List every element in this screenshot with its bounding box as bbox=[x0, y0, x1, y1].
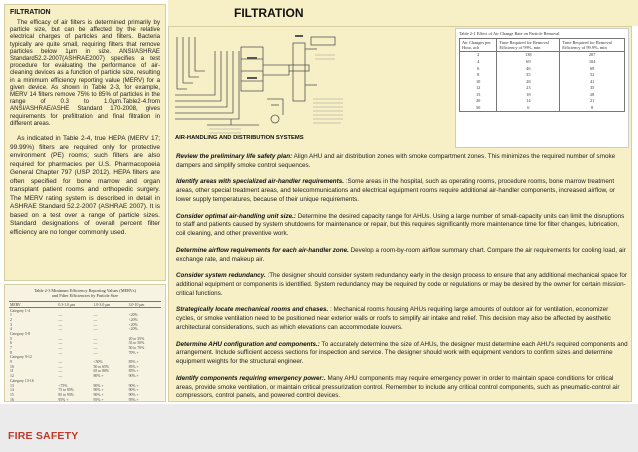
merv-table-cell: 5 bbox=[10, 336, 12, 341]
air-change-table-cell: 8 bbox=[560, 105, 625, 112]
design-step bbox=[176, 247, 628, 265]
air-change-table-row bbox=[460, 105, 625, 112]
air-change-table-cell: 35 bbox=[560, 85, 625, 92]
diagram-caption: AIR-HANDLING AND DISTRIBUTION SYSTEMS bbox=[175, 135, 304, 141]
merv-table-cell: — bbox=[58, 327, 63, 332]
footer-label: FIRE SAFETY bbox=[8, 430, 79, 442]
design-step-title: Strategically locate mechanical rooms and chases. bbox=[176, 306, 329, 314]
merv-table-cell: 10 bbox=[10, 364, 14, 369]
air-change-table-header-cell: Air Changes per Hour, ach bbox=[460, 39, 497, 52]
air-change-table-caption: Table 2-1 Effect of Air Change Rate on Particle Removal bbox=[459, 31, 560, 36]
merv-table-cell: 9 bbox=[10, 360, 12, 365]
air-change-table-cell: 6 bbox=[460, 65, 497, 72]
air-change-table-cell: 104 bbox=[560, 59, 625, 66]
design-step bbox=[176, 341, 628, 367]
air-change-table-figure bbox=[455, 28, 629, 148]
merv-table-cell: — bbox=[58, 350, 63, 355]
air-change-table-row bbox=[460, 98, 625, 105]
merv-table-cell: 90% + bbox=[93, 392, 104, 397]
design-steps-list bbox=[176, 153, 628, 401]
air-change-table-cell: 28 bbox=[560, 91, 625, 98]
air-change-table-cell: 41 bbox=[560, 78, 625, 85]
merv-table-cell: — bbox=[93, 336, 98, 341]
air-change-table-cell: 69 bbox=[497, 59, 560, 66]
merv-table-cell: Category 13-16 bbox=[10, 378, 34, 383]
merv-table-header-cell: MERV bbox=[9, 302, 57, 308]
merv-table-cell: — bbox=[58, 369, 63, 374]
merv-table-cell: <50% bbox=[93, 360, 103, 365]
merv-table-cell: 85 to 95% bbox=[58, 392, 74, 397]
filtration-heading: FILTRATION bbox=[10, 9, 51, 16]
air-handling-system-diagram bbox=[171, 29, 349, 137]
air-change-table-cell: 6 bbox=[497, 105, 560, 112]
merv-table-cell: — bbox=[58, 346, 63, 351]
merv-table-cell: 95% + bbox=[58, 397, 69, 402]
merv-table-cell: Category 5-8 bbox=[10, 331, 30, 336]
merv-table-cell: 8 bbox=[10, 350, 12, 355]
design-step-title: Identify components requiring emergency power:. bbox=[176, 374, 326, 382]
merv-table-cell: 85% + bbox=[128, 364, 139, 369]
air-change-table-cell: 4 bbox=[460, 59, 497, 66]
design-step bbox=[176, 153, 628, 171]
merv-table-cell: — bbox=[93, 317, 98, 322]
merv-table-cell: — bbox=[58, 374, 63, 379]
merv-table-cell: 13 bbox=[10, 383, 14, 388]
merv-table-cell: 90% + bbox=[93, 383, 104, 388]
air-change-table-cell: 14 bbox=[497, 98, 560, 105]
merv-table-header-cell: 3.0-10 μm bbox=[128, 302, 161, 308]
design-step-body: Determine the desired capacity range for AHUs. Using a large number of small-capacity units can limit the disruptions to staff and patients caused by system shutdowns for maintenance or repair, but this requires significantly more maintenance time for filter changes, lubrication, coil cleaning, and other preventive work. bbox=[176, 212, 625, 238]
design-step-title: Consider system redundancy. bbox=[176, 272, 266, 280]
filtration-paragraph-1: The efficacy of air filters is determined primarily by particle size, but can be affected by the relative electrical charges of particles and filters. Bacteria typically are quite small, requiring filters that remove particles below 1μm in size. ANSI/ASHRAE Standard52.2-2007(ASHRAE2007) specifies a test procedure for evaluating the performance of air-cleaning devices as a function of particle size, resulting in a minimum efficiency reporting value (MERV) for a given device. As shown in Table 2-3, for example, MERV 14 filters remove 75% to 85% of particles in the range of 0.3 to 1.0μm.Table2-4.from ANSI/ASHRAE/ASHE Standard 170-2008, gives requirements for prefiltration and final filtration in different areas. bbox=[10, 19, 160, 127]
merv-table-cell: — bbox=[58, 336, 63, 341]
merv-table-cell: — bbox=[93, 322, 98, 327]
design-step-body: To accurately determine the size of AHUs, the designer must determine each AHU's required components and arrangement. Include sufficient access sections for inspection and service. The designer should work with equipment vendors to confirm sizes and determine equipment weights for the structural engineer. bbox=[176, 340, 628, 366]
merv-table-cell: 4 bbox=[10, 327, 12, 332]
merv-table-header-cell: 0.3-1.0 μm bbox=[57, 302, 92, 308]
merv-table-cell: <20% bbox=[128, 327, 138, 332]
air-change-table-row bbox=[460, 72, 625, 79]
merv-table-cell: — bbox=[93, 327, 98, 332]
merv-table-cell: <75% bbox=[58, 383, 68, 388]
merv-table-cell: 70% + bbox=[128, 350, 139, 355]
merv-table-cell: 85% + bbox=[128, 360, 139, 365]
merv-table-caption-1: Table 2-3 Minimum Efficiency Reporting Values (MERVs) bbox=[34, 288, 136, 293]
merv-table-cell: — bbox=[58, 317, 63, 322]
air-change-table-cell: 46 bbox=[497, 65, 560, 72]
merv-table-cell: — bbox=[93, 346, 98, 351]
merv-table-cell: 95% + bbox=[128, 397, 139, 402]
design-step bbox=[176, 213, 628, 239]
air-change-table-cell: 23 bbox=[497, 85, 560, 92]
air-change-table-cell: 50 bbox=[460, 105, 497, 112]
merv-table-cell: 35 to 50% bbox=[128, 341, 145, 346]
merv-table-row bbox=[9, 397, 161, 402]
design-step bbox=[176, 306, 628, 332]
air-change-table-header-cell: Time Required for Removal Efficiency of 99%, min bbox=[497, 39, 560, 52]
design-step-title: Consider optimal air-handling unit size.: bbox=[176, 212, 296, 220]
merv-table-cell: 3 bbox=[10, 322, 12, 327]
merv-table-cell: 90% + bbox=[128, 374, 139, 379]
merv-table-cell: Category 9-12 bbox=[10, 355, 32, 360]
design-step bbox=[176, 375, 628, 401]
design-step-title: Determine airflow requirements for each air-handler zone. bbox=[176, 246, 349, 254]
air-change-table-row bbox=[460, 91, 625, 98]
air-change-table-header-cell: Time Required for Removal Efficiency of 99.9%, min bbox=[560, 39, 625, 52]
merv-table-cell: 90% + bbox=[128, 388, 139, 393]
merv-table-cell: 90% + bbox=[128, 392, 139, 397]
design-step-body: :The designer should consider system redundancy early in the design process to ensure that any additional mechanical space for additional equipment or components is identified. System redundancy may be required by code or regulations or may be desired by the owner for certain mission-critical functions. bbox=[176, 272, 627, 297]
merv-table-cell: 14 bbox=[10, 388, 14, 393]
merv-table-cell: Category 1-4 bbox=[10, 308, 30, 313]
merv-table-cell: 2 bbox=[10, 317, 12, 322]
design-step-title: Identify areas with specialized air-handler requirements. bbox=[176, 178, 344, 186]
merv-table-cell: — bbox=[58, 341, 63, 346]
air-change-table-cell: 10 bbox=[460, 78, 497, 85]
merv-table-cell: 7 bbox=[10, 346, 12, 351]
merv-table-header-cell: 1.0-3.0 μm bbox=[92, 302, 127, 308]
air-change-table-row bbox=[460, 78, 625, 85]
merv-table-cell: — bbox=[93, 313, 98, 318]
merv-table-cell: 95% + bbox=[93, 397, 104, 402]
filtration-paragraph-2: As indicated in Table 2-4, true HEPA (MERV 17; 99.99%) filters are required only for protective environment (PE) rooms; such filters are also required for pharmacies per U.S. Pharmacopoeia General Chapter 797 (USP 2012). HEPA filters are often specified for bone marrow and organ transplant patient rooms and orthopedic surgery. The MERV rating system is described in detail in ASHRAE Standard 52.2-2007 (ASHRAE 2007). It is based on a test over a range of particle sizes. Standard designations of overall percent filter efficiency are no longer commonly used. bbox=[10, 135, 160, 236]
air-change-table-cell: 35 bbox=[497, 72, 560, 79]
merv-table bbox=[9, 301, 161, 402]
air-change-table-row bbox=[460, 52, 625, 59]
air-change-table-cell: 18 bbox=[497, 91, 560, 98]
merv-table-cell: 75 to 85% bbox=[58, 388, 74, 393]
merv-table-cell: 50 to 70% bbox=[128, 346, 145, 351]
filtration-text-panel bbox=[4, 4, 166, 281]
design-step-body: : Mechanical rooms housing AHUs requiring large amounts of outdoor air for ventilation, economizer cycles, or smoke ventilation need to be positioned near exterior walls or roofs to simplify air intake and relief. This decision may also be affected by aesthetic architectural considerations, such as which elevations can accommodate louvers. bbox=[176, 306, 611, 331]
air-change-table-row bbox=[460, 65, 625, 72]
air-change-table bbox=[459, 38, 625, 112]
merv-table-cell: 11 bbox=[10, 369, 14, 374]
merv-table-cell: — bbox=[58, 364, 63, 369]
merv-table-cell: — bbox=[58, 313, 63, 318]
merv-table-cell: — bbox=[58, 322, 63, 327]
merv-table-cell: — bbox=[93, 341, 98, 346]
design-step-title: Review the preliminary life safety plan: bbox=[176, 153, 293, 160]
page-title: FILTRATION bbox=[234, 6, 304, 20]
merv-table-cell: <20% bbox=[128, 322, 138, 327]
merv-table-cell: 6 bbox=[10, 341, 12, 346]
design-step-body: Many AHU components may require emergency power in order to maintain space conditions for critical areas, provide smoke ventilation, or maintain critical pressurization control. Remember to include any critical control components, such as pneumatic-control air compressors, control panels, and powered control devices. bbox=[176, 374, 620, 400]
air-change-table-cell: 52 bbox=[560, 72, 625, 79]
air-change-table-cell: 15 bbox=[460, 91, 497, 98]
merv-table-cell: 90% + bbox=[128, 383, 139, 388]
air-change-table-cell: 21 bbox=[560, 98, 625, 105]
merv-table-cell: 50 to 65% bbox=[93, 364, 110, 369]
merv-table-cell: 20 to 35% bbox=[128, 336, 145, 341]
merv-table-cell: — bbox=[58, 360, 63, 365]
merv-table-cell: 15 bbox=[10, 392, 14, 397]
merv-table-cell: 90% + bbox=[93, 388, 104, 393]
air-change-table-cell: 69 bbox=[560, 65, 625, 72]
merv-table-cell: 65 to 80% bbox=[93, 369, 110, 374]
air-change-table-cell: 20 bbox=[460, 98, 497, 105]
merv-table-figure bbox=[4, 284, 166, 402]
air-change-table-row bbox=[460, 59, 625, 66]
air-change-table-cell: 28 bbox=[497, 78, 560, 85]
air-change-table-cell: 2 bbox=[460, 52, 497, 59]
air-change-table-cell: 12 bbox=[460, 85, 497, 92]
main-content-panel bbox=[168, 26, 632, 402]
design-step-body: Develop a room-by-room airflow summary chart. Compare the air requirements for cooling load, air exchange rate, and makeup air. bbox=[176, 246, 626, 263]
design-step-body: :Some areas in the hospital, such as operating rooms, procedure rooms, bone marrow treatment areas, other special treatment areas, and telecommunications and electrical equipment rooms require additional air-handler components, increased airflow, or lower supply temperatures, because of their unique requirements. bbox=[176, 178, 615, 203]
design-step bbox=[176, 272, 628, 298]
air-change-table-row bbox=[460, 85, 625, 92]
merv-table-cell: — bbox=[93, 350, 98, 355]
footer-band bbox=[0, 404, 638, 452]
design-step-title: Determine AHU configuration and components.: bbox=[176, 340, 320, 348]
merv-table-cell: 1 bbox=[10, 313, 12, 318]
design-step-body: Align AHU and air distribution zones with smoke compartment zones. This minimizes the required number of smoke dampers and simplify smoke control sequences. bbox=[176, 153, 616, 169]
merv-table-cell: 12 bbox=[10, 374, 14, 379]
merv-table-cell: 80% + bbox=[93, 374, 104, 379]
air-change-table-cell: 138 bbox=[497, 52, 560, 59]
air-change-table-cell: 207 bbox=[560, 52, 625, 59]
merv-table-cell: <20% bbox=[128, 313, 138, 318]
merv-table-cell: 85% + bbox=[128, 369, 139, 374]
design-step bbox=[176, 178, 628, 204]
merv-table-caption-2: and Filter Efficiencies by Particle Size bbox=[51, 293, 119, 298]
merv-table-cell: 16 bbox=[10, 397, 14, 402]
merv-table-cell: <20% bbox=[128, 317, 138, 322]
air-change-table-cell: 8 bbox=[460, 72, 497, 79]
